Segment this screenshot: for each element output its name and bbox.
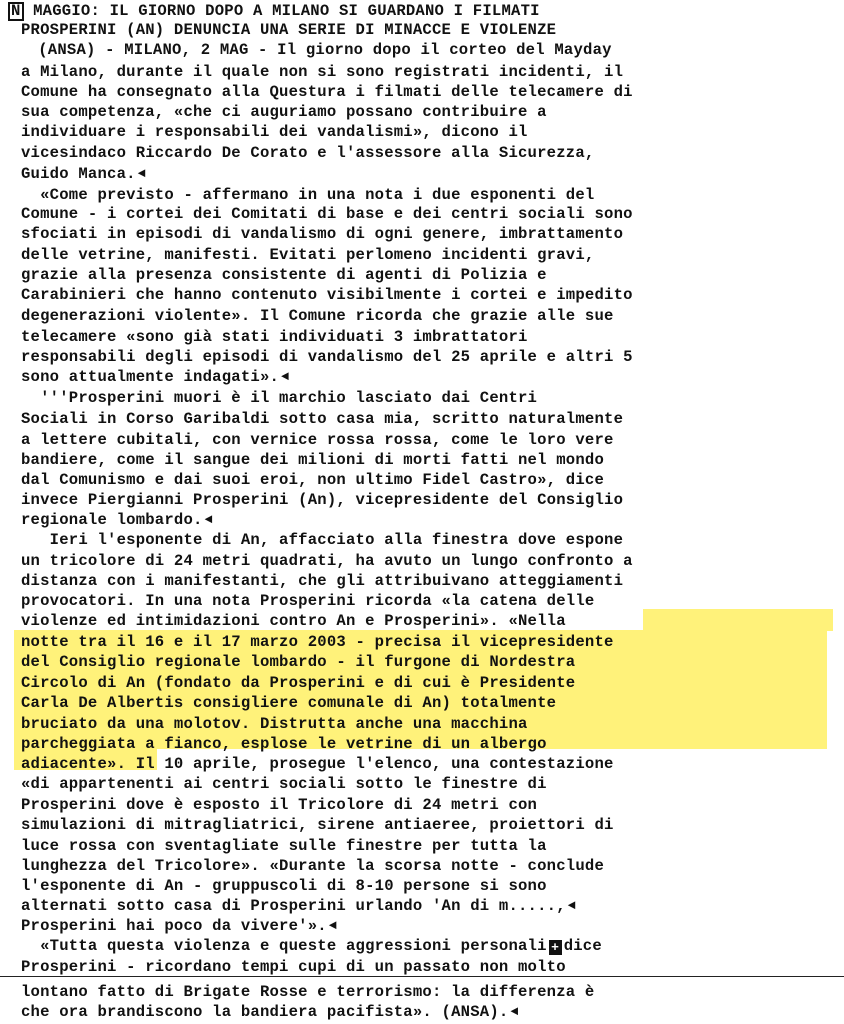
- text-line-content: vicesindaco Riccardo De Corato e l'assessore alla Sicurezza,: [21, 144, 595, 162]
- body-text-line: [21, 224, 623, 245]
- body-text-line: [21, 62, 623, 83]
- body-text-line: [21, 347, 633, 368]
- headline-line-2: [21, 20, 556, 41]
- text-line-content: '''Prosperini muori è il marchio lasciato dai Centri: [21, 389, 538, 407]
- text-line-content: lontano fatto di Brigate Rosse e terrorismo: la differenza è: [21, 983, 595, 1001]
- body-text-line: [21, 896, 576, 917]
- box-letter: N: [8, 2, 24, 21]
- text-line-content: Ieri l'esponente di An, affacciato alla finestra dove espone: [21, 531, 624, 549]
- plus-marker-icon: +: [549, 940, 562, 955]
- text-line-content: sono attualmente indagati».: [21, 368, 280, 386]
- text-line-content: violenze ed intimidazioni contro An e Prosperini». «Nella: [21, 612, 566, 630]
- text-line-content: sfociati in episodi di vandalismo di ogni genere, imbrattamento: [21, 225, 624, 243]
- text-line-content: regionale lombardo.: [21, 511, 203, 529]
- text-line-content: a Milano, durante il quale non si sono registrati incidenti, il: [21, 63, 624, 81]
- body-text-line: [21, 815, 614, 836]
- text-line-content: luce rossa con sventagliate sulle finestre per tutta la: [21, 837, 547, 855]
- text-line-content: delle vetrine, manifesti. Evitati perlomeno incidenti gravi,: [21, 246, 595, 264]
- text-line-content: Circolo di An (fondato da Prosperini e di cui è Presidente: [21, 674, 576, 692]
- body-text-line: [21, 245, 594, 266]
- body-text-line: [21, 306, 614, 327]
- body-text-line: [21, 611, 566, 632]
- text-line-content: telecamere «sono già stati individuati 3 imbrattatori: [21, 328, 528, 346]
- body-text-line: [21, 673, 575, 694]
- text-line-content: PROSPERINI (AN) DENUNCIA UNA SERIE DI MINACCE E VIOLENZE: [21, 21, 557, 39]
- body-text-line: [21, 265, 547, 286]
- text-line-content: Comune ha consegnato alla Questura i filmati delle telecamere di: [21, 83, 633, 101]
- text-line-content: invece Piergianni Prosperini (An), vicepresidente del Consiglio: [21, 491, 624, 509]
- text-line-content: Sociali in Corso Garibaldi sotto casa mia, scritto naturalmente: [21, 410, 624, 428]
- body-text-line: [21, 795, 537, 816]
- body-text-line: [21, 388, 537, 409]
- paragraph-end-icon: ◄: [328, 918, 337, 933]
- body-text-line: [21, 652, 575, 673]
- body-text-line: [21, 285, 633, 306]
- body-text-line: [21, 936, 602, 957]
- text-line-content: un tricolore di 24 metri quadrati, ha avuto un lungo confronto a: [21, 552, 633, 570]
- text-line-content: adiacente». Il 10 aprile, prosegue l'elenco, una contestazione: [21, 755, 614, 773]
- text-line-content: bandiere, come il sangue dei milioni di morti fatti nel mondo: [21, 451, 605, 469]
- body-text-line: [21, 164, 146, 185]
- paragraph-end-icon: ◄: [204, 512, 213, 527]
- body-text-line: [21, 409, 623, 430]
- body-text-line: [21, 734, 547, 755]
- text-line-content: l'esponente di An - gruppuscoli di 8-10 persone si sono: [21, 877, 547, 895]
- body-text-line: [21, 876, 547, 897]
- text-line-content: provocatori. In una nota Prosperini ricorda «la catena delle: [21, 592, 595, 610]
- text-line-content: alternati sotto casa di Prosperini urlando 'An di m.....,: [21, 897, 566, 915]
- text-line-content: Carla De Albertis consigliere comunale di An) totalmente: [21, 694, 557, 712]
- text-line-content: responsabili degli episodi di vandalismo del 25 aprile e altri 5: [21, 348, 633, 366]
- text-line-content: «di appartenenti ai centri sociali sotto le finestre di: [21, 775, 547, 793]
- paragraph-end-icon: ◄: [510, 1004, 519, 1019]
- text-line-content: grazie alla presenza consistente di agenti di Polizia e: [21, 266, 547, 284]
- text-line-content: individuare i responsabili dei vandalismi», dicono il: [21, 123, 528, 141]
- body-text-line: [21, 490, 623, 511]
- text-line-content: Prosperini dove è esposto il Tricolore di 24 metri con: [21, 796, 538, 814]
- body-text-line: [21, 367, 289, 388]
- body-text-line: [21, 1002, 518, 1023]
- text-line-content: Prosperini hai poco da vivere'».: [21, 917, 327, 935]
- text-line-content: «Tutta questa violenza e queste aggressioni personali: [21, 937, 547, 955]
- text-line-content: Guido Manca.: [21, 165, 136, 183]
- body-text-line: [21, 82, 633, 103]
- body-text-line: [21, 632, 614, 653]
- text-line-content: sua competenza, «che ci auguriamo possano contribuire a: [21, 103, 547, 121]
- text-line-content: Comune - i cortei dei Comitati di base e dei centri sociali sono: [21, 205, 633, 223]
- body-text-line: [21, 185, 594, 206]
- body-text-line: [21, 856, 604, 877]
- paragraph-end-icon: ◄: [281, 369, 290, 384]
- body-text-line: [21, 754, 614, 775]
- text-line-content: simulazioni di mitragliatrici, sirene antiaeree, proiettori di: [21, 816, 614, 834]
- text-line-content: dice: [563, 937, 602, 955]
- text-line-content: Carabinieri che hanno contenuto visibilmente i cortei e impedito: [21, 286, 633, 304]
- paragraph-end-icon: ◄: [137, 166, 146, 181]
- highlight-block: [643, 609, 833, 631]
- body-text-line: [21, 714, 528, 735]
- text-line-content: del Consiglio regionale lombardo - il furgone di Nordestra: [21, 653, 576, 671]
- body-text-line: [21, 957, 566, 978]
- text-line-content: dal Comunismo e dai suoi eroi, non ultimo Fidel Castro», dice: [21, 471, 605, 489]
- body-text-line: [21, 204, 633, 225]
- body-text-line: [21, 693, 556, 714]
- body-text-line: [0, 40, 612, 61]
- body-text-line: [21, 774, 547, 795]
- headline-line-1: [8, 1, 540, 22]
- text-line-content: «Come previsto - affermano in una nota i due esponenti del: [21, 186, 595, 204]
- body-text-line: [21, 122, 528, 143]
- text-line-content: notte tra il 16 e il 17 marzo 2003 - precisa il vicepresidente: [21, 633, 614, 651]
- body-text-line: [21, 916, 337, 937]
- body-text-line: [21, 450, 604, 471]
- text-line-content: (ANSA) - MILANO, 2 MAG - Il giorno dopo il corteo del Mayday: [0, 41, 612, 59]
- body-text-line: [21, 571, 623, 592]
- body-text-line: [21, 510, 213, 531]
- text-line-content: lunghezza del Tricolore». «Durante la scorsa notte - conclude: [21, 857, 605, 875]
- body-text-line: [21, 836, 547, 857]
- text-line-content: a lettere cubitali, con vernice rossa rossa, come le loro vere: [21, 431, 614, 449]
- body-text-line: [21, 102, 547, 123]
- body-text-line: [21, 327, 528, 348]
- headline-text: MAGGIO: IL GIORNO DOPO A MILANO SI GUARDANO I FILMATI: [23, 2, 540, 20]
- text-line-content: distanza con i manifestanti, che gli attribuivano atteggiamenti: [21, 572, 624, 590]
- paragraph-end-icon: ◄: [567, 898, 576, 913]
- body-text-line: [21, 530, 623, 551]
- body-text-line: [21, 430, 614, 451]
- text-line-content: degenerazioni violente». Il Comune ricorda che grazie alle sue: [21, 307, 614, 325]
- body-text-line: [21, 551, 633, 572]
- body-text-line: [21, 982, 594, 1003]
- text-line-content: che ora brandiscono la bandiera pacifista». (ANSA).: [21, 1003, 509, 1021]
- text-line-content: bruciato da una molotov. Distrutta anche una macchina: [21, 715, 528, 733]
- body-text-line: [21, 143, 594, 164]
- text-line-content: parcheggiata a fianco, esplose le vetrine di un albergo: [21, 735, 547, 753]
- body-text-line: [21, 470, 604, 491]
- text-line-content: Prosperini - ricordano tempi cupi di un passato non molto: [21, 958, 566, 976]
- body-text-line: [21, 591, 594, 612]
